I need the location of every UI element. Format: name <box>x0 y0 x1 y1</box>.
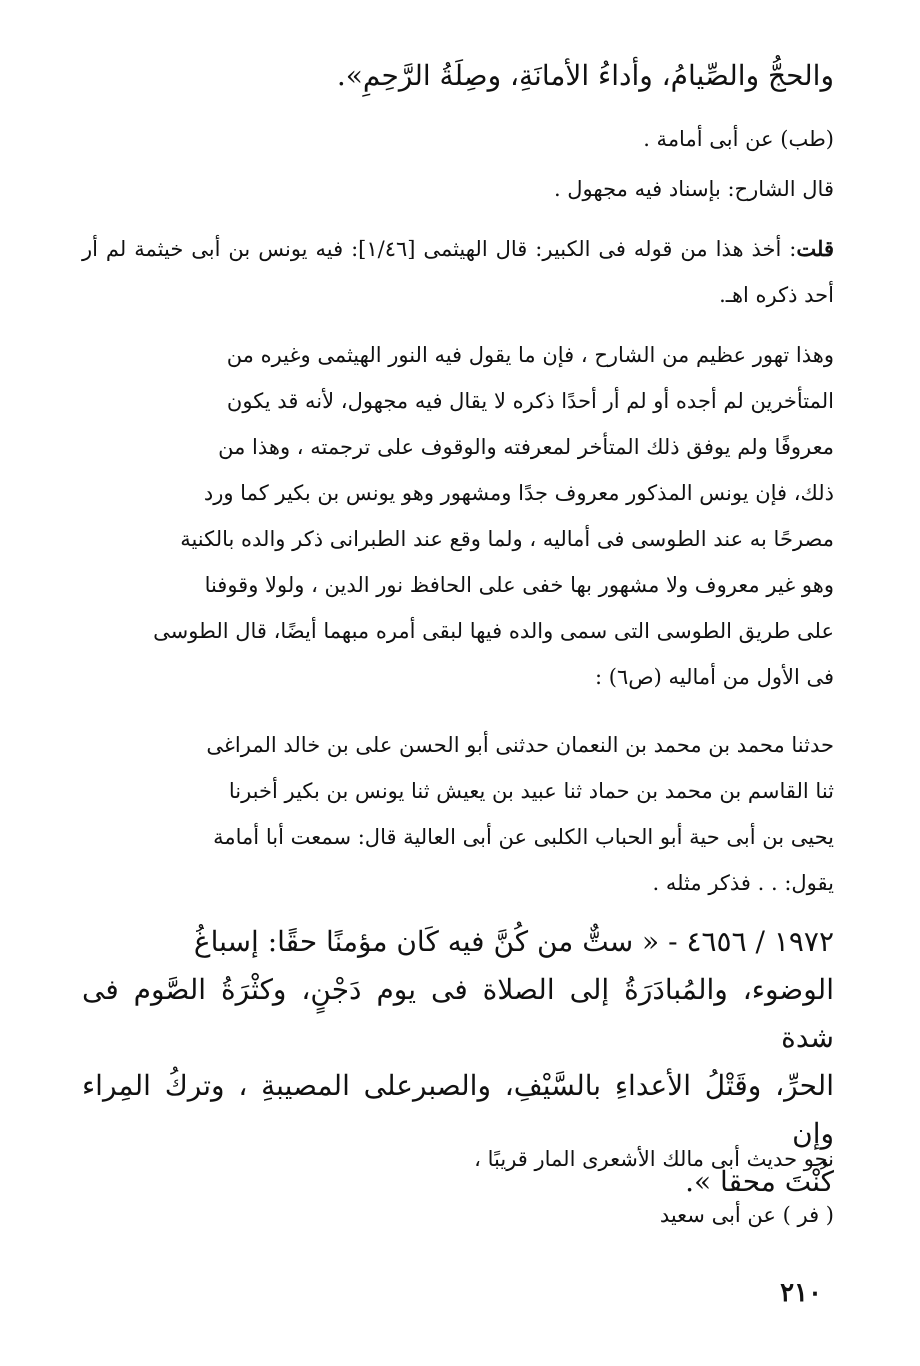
qultu-label: قلت <box>796 236 835 261</box>
hadith-note: نحو حديث أبى مالك الأشعرى المار قريبًا ، <box>474 1147 834 1171</box>
paragraph-line: معروفًا ولم يوفق ذلك المتأخر لمعرفته والوقوف على ترجمته ، وهذا من <box>218 435 834 459</box>
paragraph-line: وهو غير معروف ولا مشهور بها خفى على الحافظ نور الدين ، ولولا وقوفنا <box>204 573 834 597</box>
paragraph-line: مصرحًا به عند الطوسى فى أماليه ، ولما وقع عند الطبرانى ذكر والده بالكنية <box>180 527 834 551</box>
isnad-line: يقول: . . فذكر مثله . <box>652 871 834 895</box>
hadith-line: كُنْتَ محقا ». <box>685 1165 834 1198</box>
hadith-source: (طب) عن أبى أمامة . <box>643 127 834 151</box>
isnad-line: ثنا القاسم بن محمد بن حماد ثنا عبيد بن يعيش ثنا يونس بن بكير أخبرنا <box>228 779 834 803</box>
paragraph-line: وهذا تهور عظيم من الشارح ، فإن ما يقول فيه النور الهيثمى وغيره من <box>226 343 834 367</box>
hadith-continuation <box>82 52 834 100</box>
hadith-line: الوضوء، والمُبادَرَةُ إلى الصلاة فى يوم دَجْنٍ، وكثْرَةُ الصَّوم فى شدة <box>82 973 834 1054</box>
paragraph-line: المتأخرين لم أجده أو لم أر أحدًا ذكره لا يقال فيه مجهول، لأنه قد يكون <box>226 389 834 413</box>
paragraph-line: على طريق الطوسى التى سمى والده فيها لبقى أمره مبهما أيضًا، قال الطوسى <box>153 619 834 643</box>
sharih-statement: قال الشارح: بإسناد فيه مجهول . <box>553 177 834 201</box>
qultu-text: : أخذ هذا من قوله فى الكبير: قال الهيثمى [١/٤٦]: فيه يونس بن أبى خيثمة لم أر أحد ذكره اهـ. <box>82 237 834 307</box>
hadith-line: ١٩٧٢ / ٤٦٥٦ - « ستٌّ من كُنَّ فيه كَان مؤمنًا حقًا: إسباغُ <box>193 925 834 958</box>
qultu-paragraph <box>82 226 834 318</box>
isnad-line: يحيى بن أبى حية أبو الحباب الكلبى عن أبى العالية قال: سمعت أبا أمامة <box>213 825 834 849</box>
paragraph-line: ذلك، فإن يونس المذكور معروف جدًا ومشهور وهو يونس بن بكير كما ورد <box>203 481 834 505</box>
isnad-line: حدثنا محمد بن محمد بن النعمان حدثنى أبو الحسن على بن خالد المراغى <box>206 733 834 757</box>
hadith-line: والحجُّ والصِّيامُ، وأداءُ الأمانَةِ، وصِلَةُ الرَّحِمِ». <box>336 59 834 92</box>
isnad-quotation <box>82 722 834 906</box>
hadith-source: ( فر ) عن أبى سعيد <box>659 1203 834 1227</box>
commentary-paragraph <box>82 332 834 700</box>
paragraph-line: فى الأول من أماليه (ص٦) : <box>595 665 834 689</box>
page-number: ٢١٠ <box>780 1278 822 1308</box>
hadith-line: الحرِّ، وقَتْلُ الأعداءِ بالسَّيْفِ، والصبرعلى المصيبةِ ، وتركُ المِراء وإن <box>82 1069 834 1150</box>
